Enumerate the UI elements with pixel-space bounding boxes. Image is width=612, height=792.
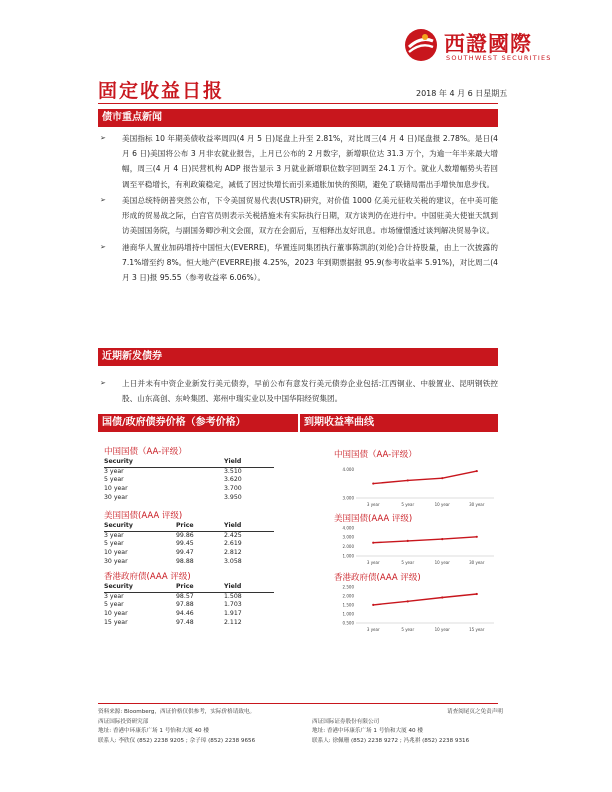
cell-security: 3 year <box>104 531 124 539</box>
new-issues-text: 上日并未有中资企业新发行美元债券，早前公布有意发行美元债券企业包括:江西铜业、中骏置业、昆明钢铁控股、山东高创、东岭集团、郑州中瑞实业以及中国华阳经贸集团。 <box>122 379 498 404</box>
column-header: Yield <box>224 583 242 590</box>
cell-security: 5 year <box>104 540 124 548</box>
price-table-title: 香港政府债(AAA 评级) <box>104 572 191 582</box>
table-row <box>104 610 274 619</box>
news-list <box>98 131 498 287</box>
data-point <box>372 542 374 544</box>
column-header: Yield <box>224 458 242 465</box>
y-tick-label: 2.500 <box>342 584 354 590</box>
news-item-text: 美国总统特朗普突然公布，下令美国贸易代表(USTR)研究，对价值 1000 亿美元征收关税的建议，在中美可能形成的贸易战之际，白宫官员则表示关税措施未有实际执行日期，双方谈判仍在进行中。中国驻美大使崔天凯到访美国国务院，与副国务卿沙利文会面，双方在会面后，互相释出友好讯息。市场憧憬透过谈判解决贸易争议。 <box>122 196 498 236</box>
data-point <box>441 477 443 479</box>
cell-price: 97.88 <box>176 601 194 609</box>
section-header-new-issues: 近期新发债券 <box>98 348 498 366</box>
y-tick-label: 1.000 <box>342 553 354 559</box>
cell-yield: 3.620 <box>224 476 242 484</box>
footer-right <box>312 708 503 746</box>
y-tick-label: 2.000 <box>342 544 354 550</box>
price-table-us <box>104 510 284 567</box>
cell-price: 97.48 <box>176 618 194 626</box>
y-tick-label: 3.000 <box>342 534 354 540</box>
cell-security: 15 year <box>104 618 128 626</box>
bullet-arrow-icon: ➢ <box>100 242 106 251</box>
cell-yield: 3.950 <box>224 493 242 501</box>
x-tick-label: 10 year <box>434 502 450 507</box>
x-tick-label: 3 year <box>366 560 380 565</box>
price-table-title: 中国国债（AA-评级） <box>104 447 187 457</box>
column-header <box>176 458 224 467</box>
yield-curve-chart-us <box>334 525 500 565</box>
x-tick-label: 30 year <box>469 502 485 507</box>
cell-price: 99.86 <box>176 531 194 539</box>
y-tick-label: 4.000 <box>342 467 354 473</box>
series-line <box>373 471 477 484</box>
x-tick-label: 5 year <box>401 627 415 632</box>
cell-security: 30 year <box>104 493 128 501</box>
section-header-yield-curves: 到期收益率曲线 <box>300 414 498 432</box>
cell-price: 94.46 <box>176 610 194 618</box>
y-tick-label: 3.000 <box>342 495 354 501</box>
table-row <box>104 476 274 485</box>
cell-yield: 1.703 <box>224 601 242 609</box>
x-tick-label: 3 year <box>366 502 380 507</box>
column-header: Security <box>104 583 133 590</box>
table-row <box>104 601 274 610</box>
cell-security: 10 year <box>104 485 128 493</box>
cell-security: 5 year <box>104 601 124 609</box>
table-row <box>104 494 274 503</box>
bullet-arrow-icon: ➢ <box>100 196 106 204</box>
footer-contacts: 联系人: 徐佩珊 (852) 2238 9272 ; 冯兆祺 (852) 2238 9316 <box>312 737 470 744</box>
x-tick-label: 15 year <box>469 627 485 632</box>
y-tick-label: 2.000 <box>342 593 354 599</box>
y-tick-label: 0.500 <box>342 620 354 626</box>
data-point <box>441 596 443 598</box>
price-table <box>104 458 274 503</box>
section-header-prices: 国债/政府债券价格（参考价格） <box>98 414 298 432</box>
column-header: Price <box>176 583 194 590</box>
data-point <box>372 604 374 606</box>
footer-address: 地址: 香港中环康乐广场 1 号怡和大厦 40 楼 <box>98 728 209 735</box>
brand-name-en: SOUTHWEST SECURITIES <box>446 54 552 62</box>
cell-yield: 2.112 <box>224 618 242 626</box>
new-issues-item <box>98 376 498 406</box>
chart-title: 美国国债(AAA 评级) <box>334 514 413 524</box>
report-title: 固定收益日报 <box>98 80 225 102</box>
data-point <box>407 479 409 481</box>
new-issues-list <box>98 376 498 408</box>
series-line <box>373 537 477 543</box>
column-header: Price <box>176 522 194 529</box>
y-tick-label: 1.000 <box>342 611 354 617</box>
cell-yield: 1.508 <box>224 592 242 600</box>
data-point <box>372 482 374 484</box>
cell-price: 99.47 <box>176 549 194 557</box>
news-item-text: 美国指标 10 年期美债收益率周四(4 月 5 日)尾盘上升至 2.81%，对比周三(4 月 4 日)尾盘报 2.78%。是日(4 月 6 日)美国将公布 3 月非农就业报告，上月已公布的 2 月数字，新增职位达 31.3 万个，为逾一年半来最大增幅，周三(4 月 4 日)民营机构 ADP 报告显示 3 月就业新增职位数字回调至 24.1 万个。就业人数增幅势头若回调至平稳增长，有利政策稳定，减低了因过快增长而引来通胀加快的预期，避免了联储局需出手增快加息步伐。 <box>122 134 498 189</box>
table-row <box>104 619 274 628</box>
cell-security: 30 year <box>104 557 128 565</box>
yield-curve-chart-china <box>334 461 500 507</box>
x-tick-label: 30 year <box>469 560 485 565</box>
brand-logo-icon <box>404 28 438 62</box>
footer-company: 西证国际证券股份有限公司 <box>312 718 380 725</box>
price-table-china <box>104 446 284 503</box>
footer-address: 地址: 香港中环康乐广场 1 号怡和大厦 40 楼 <box>312 728 423 735</box>
y-tick-label: 4.000 <box>342 525 354 531</box>
cell-price: 98.57 <box>176 592 194 600</box>
brand-name-cn: 西證國際 <box>444 32 532 56</box>
cell-security: 10 year <box>104 549 128 557</box>
table-row <box>104 549 274 558</box>
cell-security: 5 year <box>104 476 124 484</box>
price-table <box>104 522 274 567</box>
x-tick-label: 3 year <box>366 627 380 632</box>
data-point <box>476 536 478 538</box>
cell-security: 3 year <box>104 592 124 600</box>
y-tick-label: 1.500 <box>342 602 354 608</box>
news-item-text: 港商华人置业加码增持中国恒大(EVERRE)，华置连同集团执行董事陈凯韵(刘伦)合计持股量，由上一次披露的 7.1%增至约 8%。恒大地产(EVERRE)报 4.25%，2023 年到期票据报 95.9(参考收益率 5.91%)，对比周二(4 月 3 日)报 95.55（参考收益率 6.06%）。 <box>122 242 498 283</box>
cell-price: 98.88 <box>176 557 194 565</box>
cell-yield: 2.425 <box>224 531 242 539</box>
price-table-hk <box>104 571 284 628</box>
chart-title: 香港政府债(AAA 评级) <box>334 573 421 583</box>
cell-yield: 3.058 <box>224 557 242 565</box>
cell-yield: 1.917 <box>224 610 242 618</box>
footer-left <box>98 708 255 746</box>
column-header: Yield <box>224 522 242 529</box>
cell-price <box>176 467 224 476</box>
data-point <box>476 470 478 472</box>
column-header: Security <box>104 458 133 465</box>
x-tick-label: 10 year <box>434 627 450 632</box>
table-row <box>104 531 274 540</box>
cell-price <box>176 485 224 494</box>
table-row <box>104 485 274 494</box>
news-item <box>98 131 498 192</box>
cell-yield: 2.812 <box>224 549 242 557</box>
bullet-arrow-icon: ➢ <box>100 379 106 387</box>
cell-yield: 2.619 <box>224 540 242 548</box>
data-point <box>476 593 478 595</box>
section-header-market-news: 债市重点新闻 <box>98 109 498 127</box>
yield-curve-chart-hk <box>334 584 500 632</box>
cell-yield: 3.510 <box>224 467 242 475</box>
cell-yield: 3.700 <box>224 485 242 493</box>
cell-price: 99.45 <box>176 540 194 548</box>
title-divider <box>98 103 498 104</box>
cell-security: 3 year <box>104 467 124 475</box>
news-item <box>98 240 498 286</box>
table-row <box>104 540 274 549</box>
report-date: 2018 年 4 月 6 日星期五 <box>416 89 508 98</box>
bullet-arrow-icon: ➢ <box>100 134 106 142</box>
column-header: Security <box>104 522 133 529</box>
data-point <box>407 600 409 602</box>
brand-logo <box>404 26 574 66</box>
data-point <box>407 540 409 542</box>
cell-price <box>176 476 224 485</box>
series-line <box>373 594 477 605</box>
footer-department: 西证国际投资研究部 <box>98 718 149 725</box>
table-row <box>104 558 274 567</box>
x-tick-label: 5 year <box>401 502 415 507</box>
table-row <box>104 592 274 601</box>
price-table-title: 美国国债(AAA 评级) <box>104 511 183 521</box>
news-item <box>98 193 498 239</box>
x-tick-label: 5 year <box>401 560 415 565</box>
x-tick-label: 10 year <box>434 560 450 565</box>
data-point <box>441 538 443 540</box>
footer-contacts: 联系人: 李欣仪 (852) 2238 9205 ; 佘子璋 (852) 2238 9656 <box>98 737 256 744</box>
price-table <box>104 583 274 628</box>
cell-security: 10 year <box>104 610 128 618</box>
footer-disclaimer-note: 请查阅尾页之免责声明 <box>447 709 503 715</box>
table-row <box>104 467 274 476</box>
chart-title: 中国国债（AA-评级） <box>334 450 417 460</box>
footer-source: 资料来源: Bloomberg，西证价格仅供参考，实际价格请致电。 <box>98 709 256 715</box>
footer-divider <box>98 703 498 704</box>
cell-price <box>176 494 224 503</box>
